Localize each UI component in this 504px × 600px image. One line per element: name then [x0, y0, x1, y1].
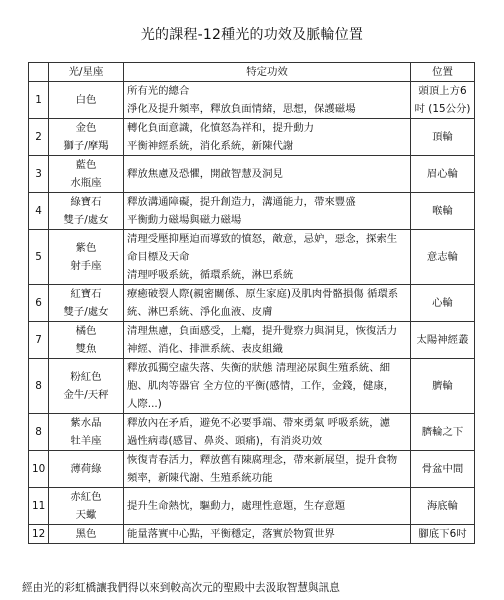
light-name	[49, 285, 124, 322]
table-row	[29, 193, 475, 230]
light-name-line: 粉紅色	[70, 371, 102, 383]
header-light-sign: 光/星座	[49, 63, 124, 82]
chakra-position-line: 眉心輪	[426, 168, 459, 180]
effect-text	[124, 322, 411, 359]
effect-text-line: 胞、肌肉等器官 全方位的平衡(感情，工作，金錢，健康，	[127, 380, 395, 392]
light-name-line: 獅子/摩羯	[63, 140, 109, 152]
effect-text-line: 平衡神經系統，消化系統，新陳代謝	[127, 140, 294, 152]
chakra-position	[411, 230, 475, 285]
light-name-line: 黑色	[75, 528, 97, 540]
effect-text-line: 命目標及天命	[127, 251, 190, 263]
chakra-position-line: 臍輪之下	[421, 426, 464, 438]
effect-text-line: 釋放溝通障礙，提升創造力，溝通能力，帶來豐盛	[127, 196, 356, 208]
table-row	[29, 414, 475, 451]
chakra-position	[411, 451, 475, 488]
light-name-line: 綠寶石	[70, 196, 102, 208]
light-name-line: 金牛/天秤	[63, 389, 109, 401]
chakra-position-line: 骨盆中間	[421, 463, 464, 475]
chakra-position-line: 臍輪	[432, 380, 453, 392]
table-header-row	[29, 63, 475, 82]
row-number: 4	[29, 193, 49, 230]
light-name-line: 金色	[75, 122, 97, 134]
effect-text	[124, 119, 411, 156]
effect-text-line: 能量落實中心點，平衡穩定，落實於物質世界	[127, 528, 335, 540]
light-name	[49, 230, 124, 285]
light-name	[49, 525, 124, 544]
chakra-position-line: 意志輪	[426, 251, 459, 263]
chakra-position-line: 頭頂上方6	[418, 85, 467, 97]
light-name-line: 紫色	[75, 242, 97, 254]
effect-text-line: 人際...)	[127, 398, 162, 410]
light-name	[49, 156, 124, 193]
chakra-position	[411, 82, 475, 119]
table-row	[29, 119, 475, 156]
row-number: 2	[29, 119, 49, 156]
row-number: 1	[29, 82, 49, 119]
light-name-line: 赤紅色	[70, 491, 102, 503]
chakra-position	[411, 285, 475, 322]
effect-text-line: 釋放焦慮及恐懼，開啟智慧及洞見	[127, 168, 283, 180]
light-effects-table	[28, 62, 475, 544]
table-row	[29, 359, 475, 414]
chakra-position-line: 喉輪	[432, 205, 453, 217]
light-name	[49, 359, 124, 414]
light-name-line: 紅寶石	[70, 288, 102, 300]
table-row	[29, 451, 475, 488]
effect-text-line: 提升生命熱忱，驅動力，處理性意題，生存意題	[127, 500, 346, 512]
effect-text	[124, 230, 411, 285]
light-name-line: 白色	[75, 94, 97, 106]
light-name	[49, 82, 124, 119]
effect-text	[124, 525, 411, 544]
light-name-line: 藍色	[75, 159, 97, 171]
chakra-position-line: 海底輪	[426, 500, 459, 512]
table-row	[29, 322, 475, 359]
chakra-position	[411, 414, 475, 451]
chakra-position	[411, 193, 475, 230]
table-row	[29, 82, 475, 119]
header-effects: 特定功效	[124, 63, 411, 82]
row-number: 12	[29, 525, 49, 544]
footer-note: 經由光的彩虹橋讓我們得以來到較高次元的聖殿中去汲取智慧與訊息	[22, 582, 340, 594]
header-position: 位置	[411, 63, 475, 82]
light-name	[49, 451, 124, 488]
light-name	[49, 322, 124, 359]
effect-text-line: 清理呼吸系統，循環系統，淋巴系統	[127, 269, 294, 281]
table-row	[29, 230, 475, 285]
chakra-position-line: 太陽神經叢	[416, 334, 469, 346]
chakra-position-line: 腳底下6吋	[418, 528, 467, 540]
effect-text	[124, 82, 411, 119]
light-name-line: 雙魚	[75, 343, 97, 355]
chakra-position	[411, 525, 475, 544]
effect-text-line: 清理焦慮，負面感受，上癮，提升覺察力與洞見，恢復活力	[127, 325, 398, 337]
row-number: 10	[29, 451, 49, 488]
chakra-position	[411, 359, 475, 414]
header-number	[29, 63, 49, 82]
light-name-line: 薄荷綠	[70, 463, 102, 475]
effect-text-line: 釋放孤獨空虛失落、失衡的狀態 清理泌尿與生殖系統、細	[127, 362, 391, 374]
table-row	[29, 488, 475, 525]
row-number: 3	[29, 156, 49, 193]
effect-text	[124, 156, 411, 193]
effect-text-line: 神經、消化、排泄系統、表皮組織	[127, 343, 283, 355]
effect-text-line: 轉化負面意識，化憤怒為祥和，提升動力	[127, 122, 315, 134]
chakra-position-line: 頂輪	[432, 131, 453, 143]
row-number: 8	[29, 359, 49, 414]
row-number: 8	[29, 414, 49, 451]
light-name-line: 天蠍	[75, 509, 97, 521]
light-name	[49, 193, 124, 230]
effect-text-line: 療癒破裂人際(親密關係、原生家庭)及肌肉骨骼損傷 循環系	[127, 288, 399, 300]
table-body	[29, 82, 475, 544]
light-name-line: 橘色	[75, 325, 97, 337]
chakra-position-line: 吋 (15公分)	[414, 103, 471, 115]
effect-text-line: 釋放內在矛盾，避免不必要爭端、帶來勇氣 呼吸系統，濾	[127, 417, 391, 429]
chakra-position-line: 心輪	[432, 297, 453, 309]
effect-text-line: 淨化及提升頻率，釋放負面情緒，思想，保護磁場	[127, 103, 356, 115]
effect-text-line: 所有光的總合	[127, 85, 190, 97]
effect-text-line: 清理受壓抑壓迫而導致的憤怒，敵意，忌妒，惡念，探索生	[127, 233, 398, 245]
effect-text-line: 平衡動力磁場與磁力磁場	[127, 214, 242, 226]
light-name-line: 雙子/處女	[63, 306, 109, 318]
light-name	[49, 488, 124, 525]
light-name-line: 雙子/處女	[63, 214, 109, 226]
effect-text	[124, 414, 411, 451]
light-name-line: 牡羊座	[70, 435, 102, 447]
table-row	[29, 285, 475, 322]
row-number: 5	[29, 230, 49, 285]
effect-text	[124, 285, 411, 322]
light-name-line: 紫水晶	[70, 417, 102, 429]
effect-text-line: 統、淋巴系統、淨化血液、皮膚	[127, 306, 273, 318]
table-row	[29, 525, 475, 544]
effect-text	[124, 359, 411, 414]
chakra-position	[411, 156, 475, 193]
row-number: 7	[29, 322, 49, 359]
table-row	[29, 156, 475, 193]
row-number: 6	[29, 285, 49, 322]
row-number: 11	[29, 488, 49, 525]
page-title: 光的課程-12種光的功效及脈輪位置	[140, 27, 364, 43]
light-name-line: 射手座	[70, 260, 102, 272]
effect-text	[124, 488, 411, 525]
effect-text-line: 過性病毒(感冒、鼻炎、頭痛)，有消炎功效	[127, 435, 323, 447]
light-name-line: 水瓶座	[70, 177, 102, 189]
chakra-position	[411, 119, 475, 156]
effect-text-line: 頻率，新陳代謝、生殖系統功能	[127, 472, 273, 484]
effect-text-line: 恢復青春活力，釋放舊有陳腐理念，帶來新展望，提升食物	[127, 454, 398, 466]
light-name	[49, 414, 124, 451]
light-name	[49, 119, 124, 156]
effect-text	[124, 451, 411, 488]
chakra-position	[411, 488, 475, 525]
chakra-position	[411, 322, 475, 359]
effect-text	[124, 193, 411, 230]
